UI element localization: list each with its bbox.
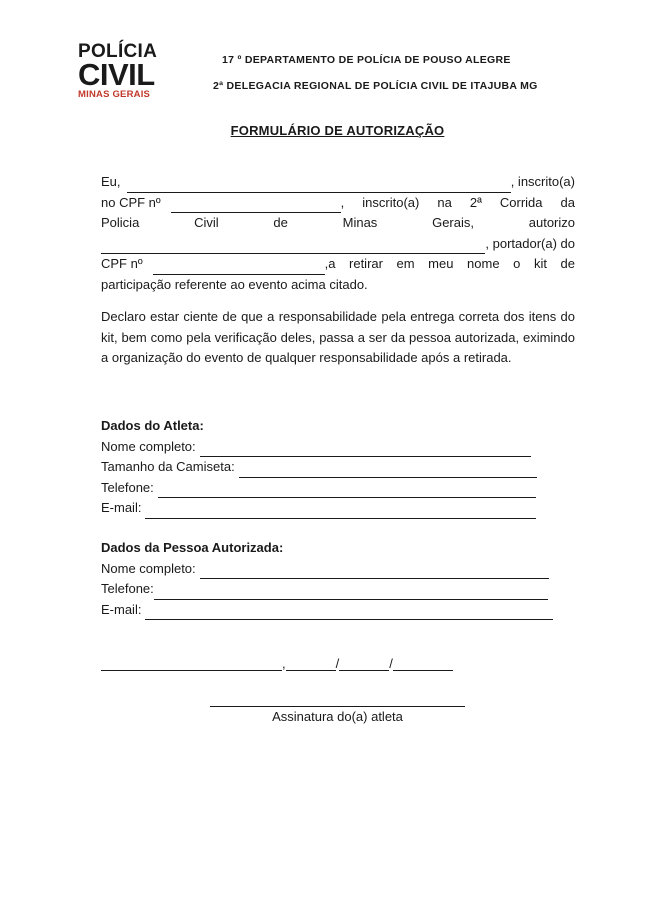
authorized-phone-field <box>101 579 548 600</box>
authorizer-cpf-blank[interactable] <box>171 198 341 213</box>
word: Minas <box>342 215 378 230</box>
authorized-cpf-blank[interactable] <box>153 260 325 275</box>
authorized-name-label: Nome completo: <box>101 560 196 576</box>
athlete-name-field <box>101 437 531 458</box>
paragraph-line-2 <box>101 193 575 214</box>
authorized-name-field <box>101 559 549 580</box>
logo-line-civil: CIVIL <box>78 57 155 92</box>
athlete-section-heading: Dados do Atleta: <box>101 418 204 433</box>
authorized-name-blank[interactable] <box>101 239 485 254</box>
text-no-cpf: no CPF nº <box>101 194 161 210</box>
form-title: FORMULÁRIO DE AUTORIZAÇÃO <box>230 123 445 138</box>
word: Civil <box>194 215 219 230</box>
logo-line-minas-gerais: MINAS GERAIS <box>78 89 151 100</box>
authorized-email-label: E-mail: <box>101 601 142 617</box>
athlete-name-blank[interactable] <box>200 442 531 457</box>
athlete-phone-blank[interactable] <box>158 483 536 498</box>
place-blank[interactable] <box>101 656 282 671</box>
responsibility-paragraph: Declaro estar ciente de que a responsabilidade pela entrega correta dos itens do kit, bem como pela verificação deles, passa a ser da pessoa autorizada, eximindo a organização do evento de qualquer responsabilidade após a retirada. <box>101 309 575 365</box>
athlete-phone-label: Telefone: <box>101 479 154 495</box>
authorized-name-field-blank[interactable] <box>200 564 549 579</box>
policia-civil-logo <box>78 42 168 101</box>
paragraph-line-1 <box>101 172 575 193</box>
month-blank[interactable] <box>339 656 389 671</box>
athlete-email-label: E-mail: <box>101 500 142 515</box>
word: autorizo <box>528 215 575 230</box>
signature-line[interactable] <box>210 706 465 707</box>
authorized-person-section <box>101 538 556 620</box>
text-participacao: participação referente ao evento acima citado. <box>101 276 368 292</box>
signature-caption: Assinatura do(a) atleta <box>272 709 403 724</box>
logo-line-policia: POLÍCIA <box>78 41 158 62</box>
athlete-shirt-blank[interactable] <box>239 463 537 478</box>
header-department: 17 º DEPARTAMENTO DE POLÍCIA DE POUSO ALEGRE <box>222 54 511 66</box>
word: Policia <box>101 215 140 230</box>
text-portador: , portador(a) do <box>485 235 575 251</box>
paragraph-line-6 <box>101 275 575 296</box>
athlete-name-label: Nome completo: <box>101 438 196 454</box>
year-blank[interactable] <box>393 656 453 671</box>
day-blank[interactable] <box>286 656 336 671</box>
authorized-email-field <box>101 600 553 621</box>
authorizer-name-blank[interactable] <box>127 178 511 193</box>
text-inscrito: , inscrito(a) <box>510 174 575 189</box>
text-cpf: CPF nº <box>101 256 143 271</box>
date-slash-1: / <box>335 656 340 671</box>
athlete-email-blank[interactable] <box>145 504 536 519</box>
paragraph-line-4 <box>101 234 575 255</box>
paragraph-line-5 <box>101 254 575 275</box>
date-slash-2: / <box>389 656 393 671</box>
athlete-shirt-label: Tamanho da Camiseta: <box>101 459 235 474</box>
text-retirar: ,a retirar em meu nome o kit de <box>324 256 575 271</box>
word: Gerais, <box>432 215 474 230</box>
athlete-email-field <box>101 498 536 519</box>
text-eu: Eu, <box>101 174 121 189</box>
athlete-shirt-field <box>101 457 537 478</box>
authorized-phone-blank[interactable] <box>154 585 548 600</box>
authorized-section-heading: Dados da Pessoa Autorizada: <box>101 540 284 555</box>
athlete-phone-field <box>101 478 536 499</box>
place-date-line <box>101 656 453 671</box>
authorized-phone-label: Telefone: <box>101 581 154 596</box>
date-comma: , <box>282 656 286 671</box>
word: de <box>273 215 288 230</box>
header-delegacia: 2ª DELEGACIA REGIONAL DE POLÍCIA CIVIL DE ITAJUBA MG <box>213 80 538 92</box>
authorized-email-blank[interactable] <box>145 605 553 620</box>
paragraph-line-3 <box>101 213 575 234</box>
text-inscrito-na: , inscrito(a) na 2ª Corrida da <box>340 194 575 210</box>
athlete-data-section <box>101 416 541 519</box>
authorization-paragraph <box>101 172 575 295</box>
